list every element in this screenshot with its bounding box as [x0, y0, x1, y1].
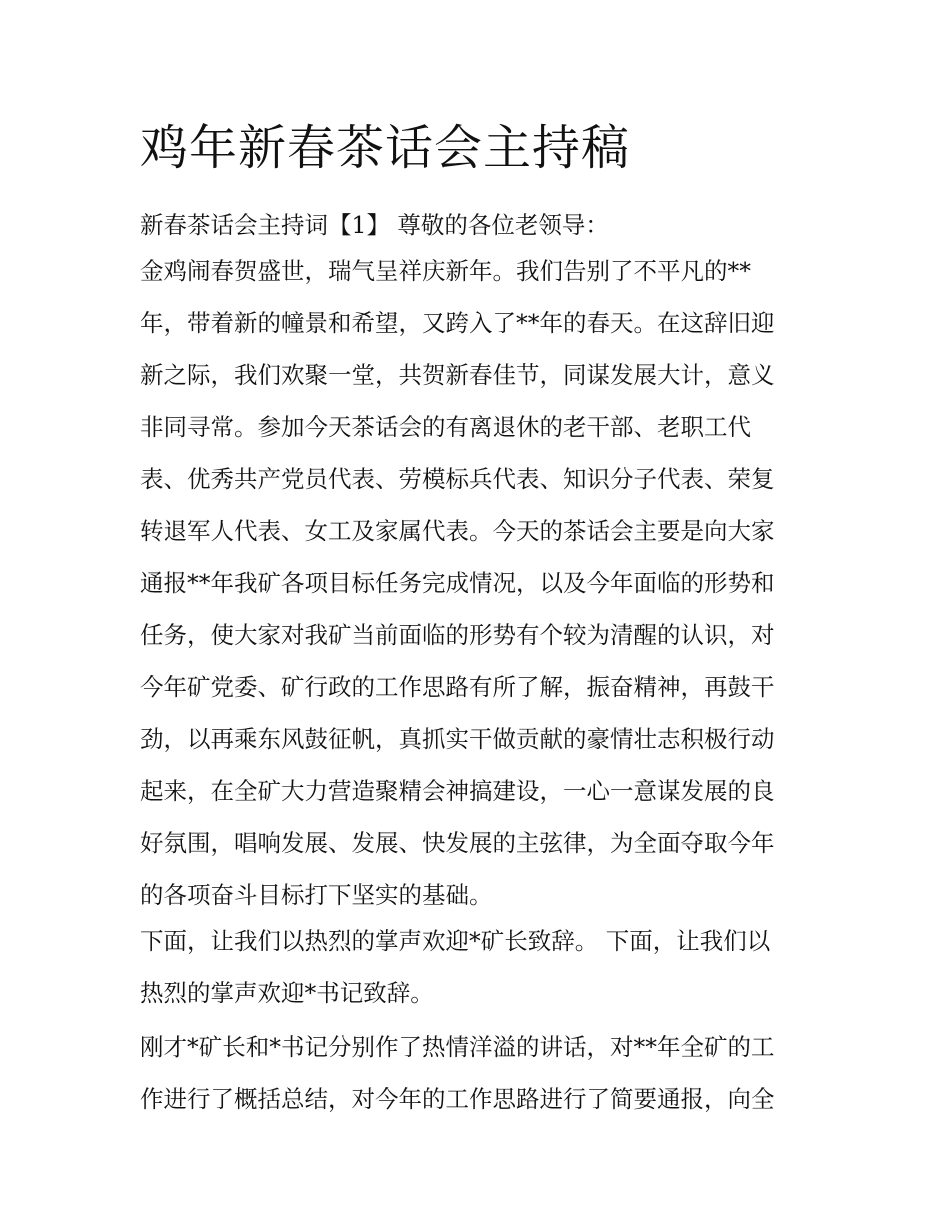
text-line: 今年矿党委、矿行政的工作思路有所了解，振奋精神，再鼓干: [140, 673, 775, 701]
text-line: 表、优秀共产党员代表、劳模标兵代表、知识分子代表、荣复: [140, 465, 775, 493]
document-body: [140, 199, 820, 1125]
text-line: 年，带着新的幢景和希望，又跨入了**年的春天。在这辞旧迎: [140, 309, 775, 337]
text-line: 的各项奋斗目标打下坚实的基础。: [140, 881, 493, 909]
text-line: 起来，在全矿大力营造聚精会神搞建设，一心一意谋发展的良: [140, 777, 775, 805]
text-line: 好氛围，唱响发展、发展、快发展的主弦律，为全面夺取今年: [140, 829, 775, 857]
text-line: 转退军人代表、女工及家属代表。今天的茶话会主要是向大家: [140, 517, 775, 545]
text-line: 非同寻常。参加今天茶话会的有离退休的老干部、老职工代: [140, 413, 751, 441]
text-line: 热烈的掌声欢迎*书记致辞。: [140, 979, 434, 1007]
document-title: 鸡年新春茶话会主持稿: [140, 120, 631, 176]
text-line: 劲，以再乘东风鼓征帆，真抓实干做贡献的豪情壮志积极行动: [140, 725, 775, 753]
text-line: 新之际，我们欢聚一堂，共贺新春佳节，同谋发展大计，意义: [140, 361, 775, 389]
text-line: 下面，让我们以热烈的掌声欢迎*矿长致辞。 下面，让我们以: [140, 927, 771, 955]
text-line: 作进行了概括总结，对今年的工作思路进行了简要通报，向全: [140, 1085, 775, 1113]
text-line: 刚才*矿长和*书记分别作了热情洋溢的讲话，对**年全矿的工: [140, 1033, 775, 1061]
text-line: 通报**年我矿各项目标任务完成情况，以及今年面临的形势和: [140, 569, 775, 597]
text-line: 金鸡闹春贺盛世，瑞气呈祥庆新年。我们告别了不平凡的**: [140, 257, 751, 285]
text-line: 新春茶话会主持词【1】 尊敬的各位老领导：: [140, 211, 609, 239]
text-line: 任务，使大家对我矿当前面临的形势有个较为清醒的认识，对: [140, 621, 775, 649]
